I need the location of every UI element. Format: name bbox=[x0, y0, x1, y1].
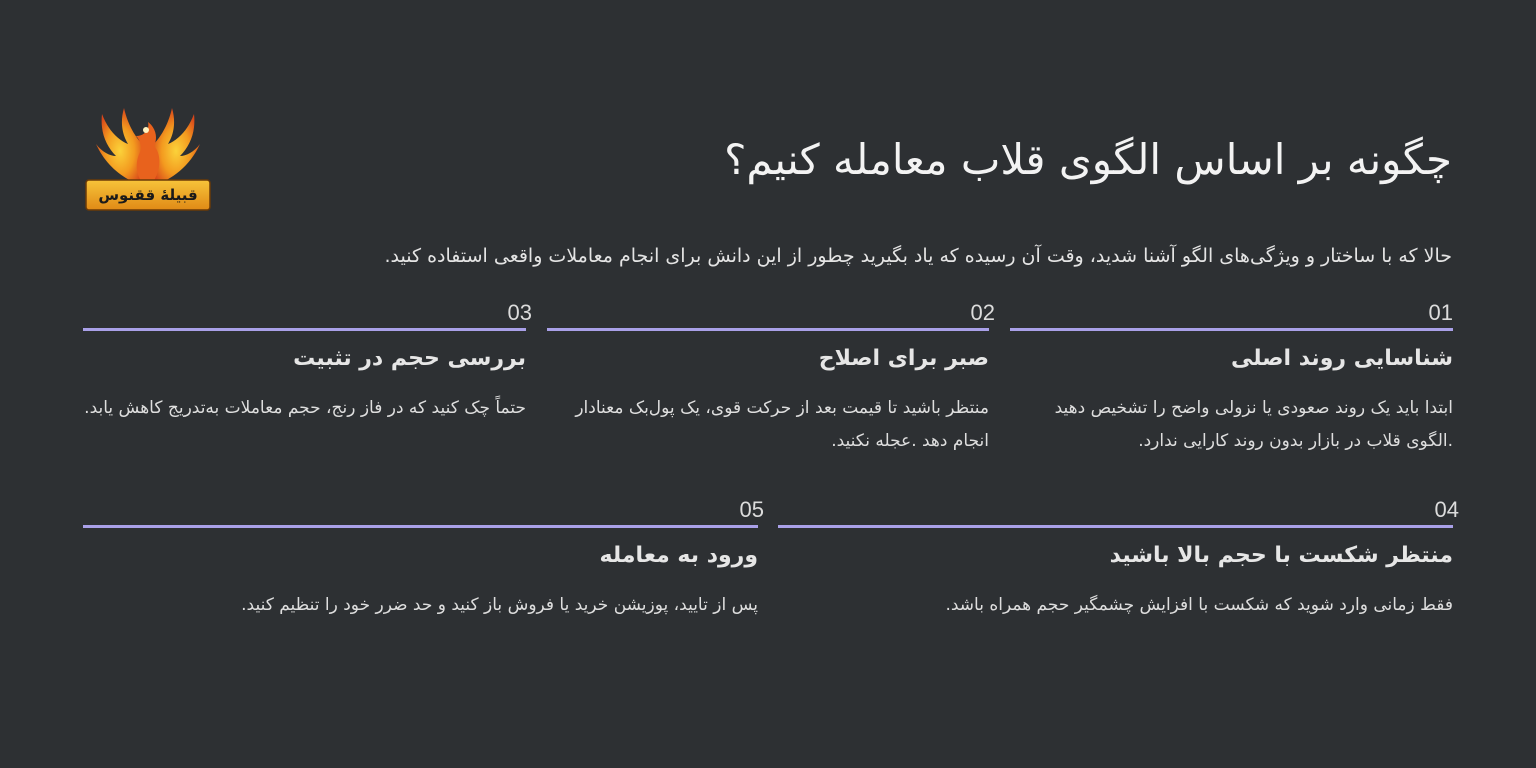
step-description: منتظر باشید تا قیمت بعد از حرکت قوی، یک پول‌بک معنادار انجام دهد .عجله نکنید. bbox=[575, 398, 989, 451]
step-number: 02 bbox=[970, 300, 995, 325]
step-description: پس از تایید، پوزیشن خرید یا فروش باز کنید و حد ضرر خود را تنظیم کنید. bbox=[241, 595, 758, 615]
step-title: منتظر شکست با حجم بالا باشید bbox=[1109, 543, 1453, 568]
page-subtitle: حالا که با ساختار و ویژگی‌های الگو آشنا شدید، وقت آن رسیده که یاد بگیرید چطور از این دانش برای انجام معاملات واقعی استفاده کنید. bbox=[384, 245, 1452, 267]
step-number: 05 bbox=[739, 497, 764, 522]
step-number: 04 bbox=[1434, 497, 1459, 522]
step-number: 03 bbox=[507, 300, 532, 325]
step-title: بررسی حجم در تثبیت bbox=[293, 346, 526, 371]
step-divider bbox=[83, 525, 758, 528]
step-title: صبر برای اصلاح bbox=[818, 346, 989, 371]
step-title: شناسایی روند اصلی bbox=[1231, 346, 1453, 371]
step-divider bbox=[778, 525, 1453, 528]
step-description: فقط زمانی وارد شوید که شکست با افزایش چشمگیر حجم همراه باشد. bbox=[945, 595, 1453, 615]
page-title: چگونه بر اساس الگوی قلاب معامله کنیم؟ bbox=[724, 135, 1452, 184]
step-divider bbox=[547, 328, 989, 331]
step-description: حتماً چک کنید که در فاز رنج، حجم معاملات به‌تدریج کاهش یابد. bbox=[84, 398, 526, 418]
step-title: ورود به معامله bbox=[599, 543, 758, 568]
logo-text: قبیلهٔ ققنوس bbox=[98, 186, 198, 204]
step-description: ابتدا باید یک روند صعودی یا نزولی واضح را تشخیص دهید .الگوی قلاب در بازار بدون روند کارایی ندارد. bbox=[1054, 398, 1453, 451]
step-number: 01 bbox=[1428, 300, 1453, 325]
step-divider bbox=[83, 328, 526, 331]
phoenix-logo bbox=[84, 100, 212, 216]
step-divider bbox=[1010, 328, 1453, 331]
